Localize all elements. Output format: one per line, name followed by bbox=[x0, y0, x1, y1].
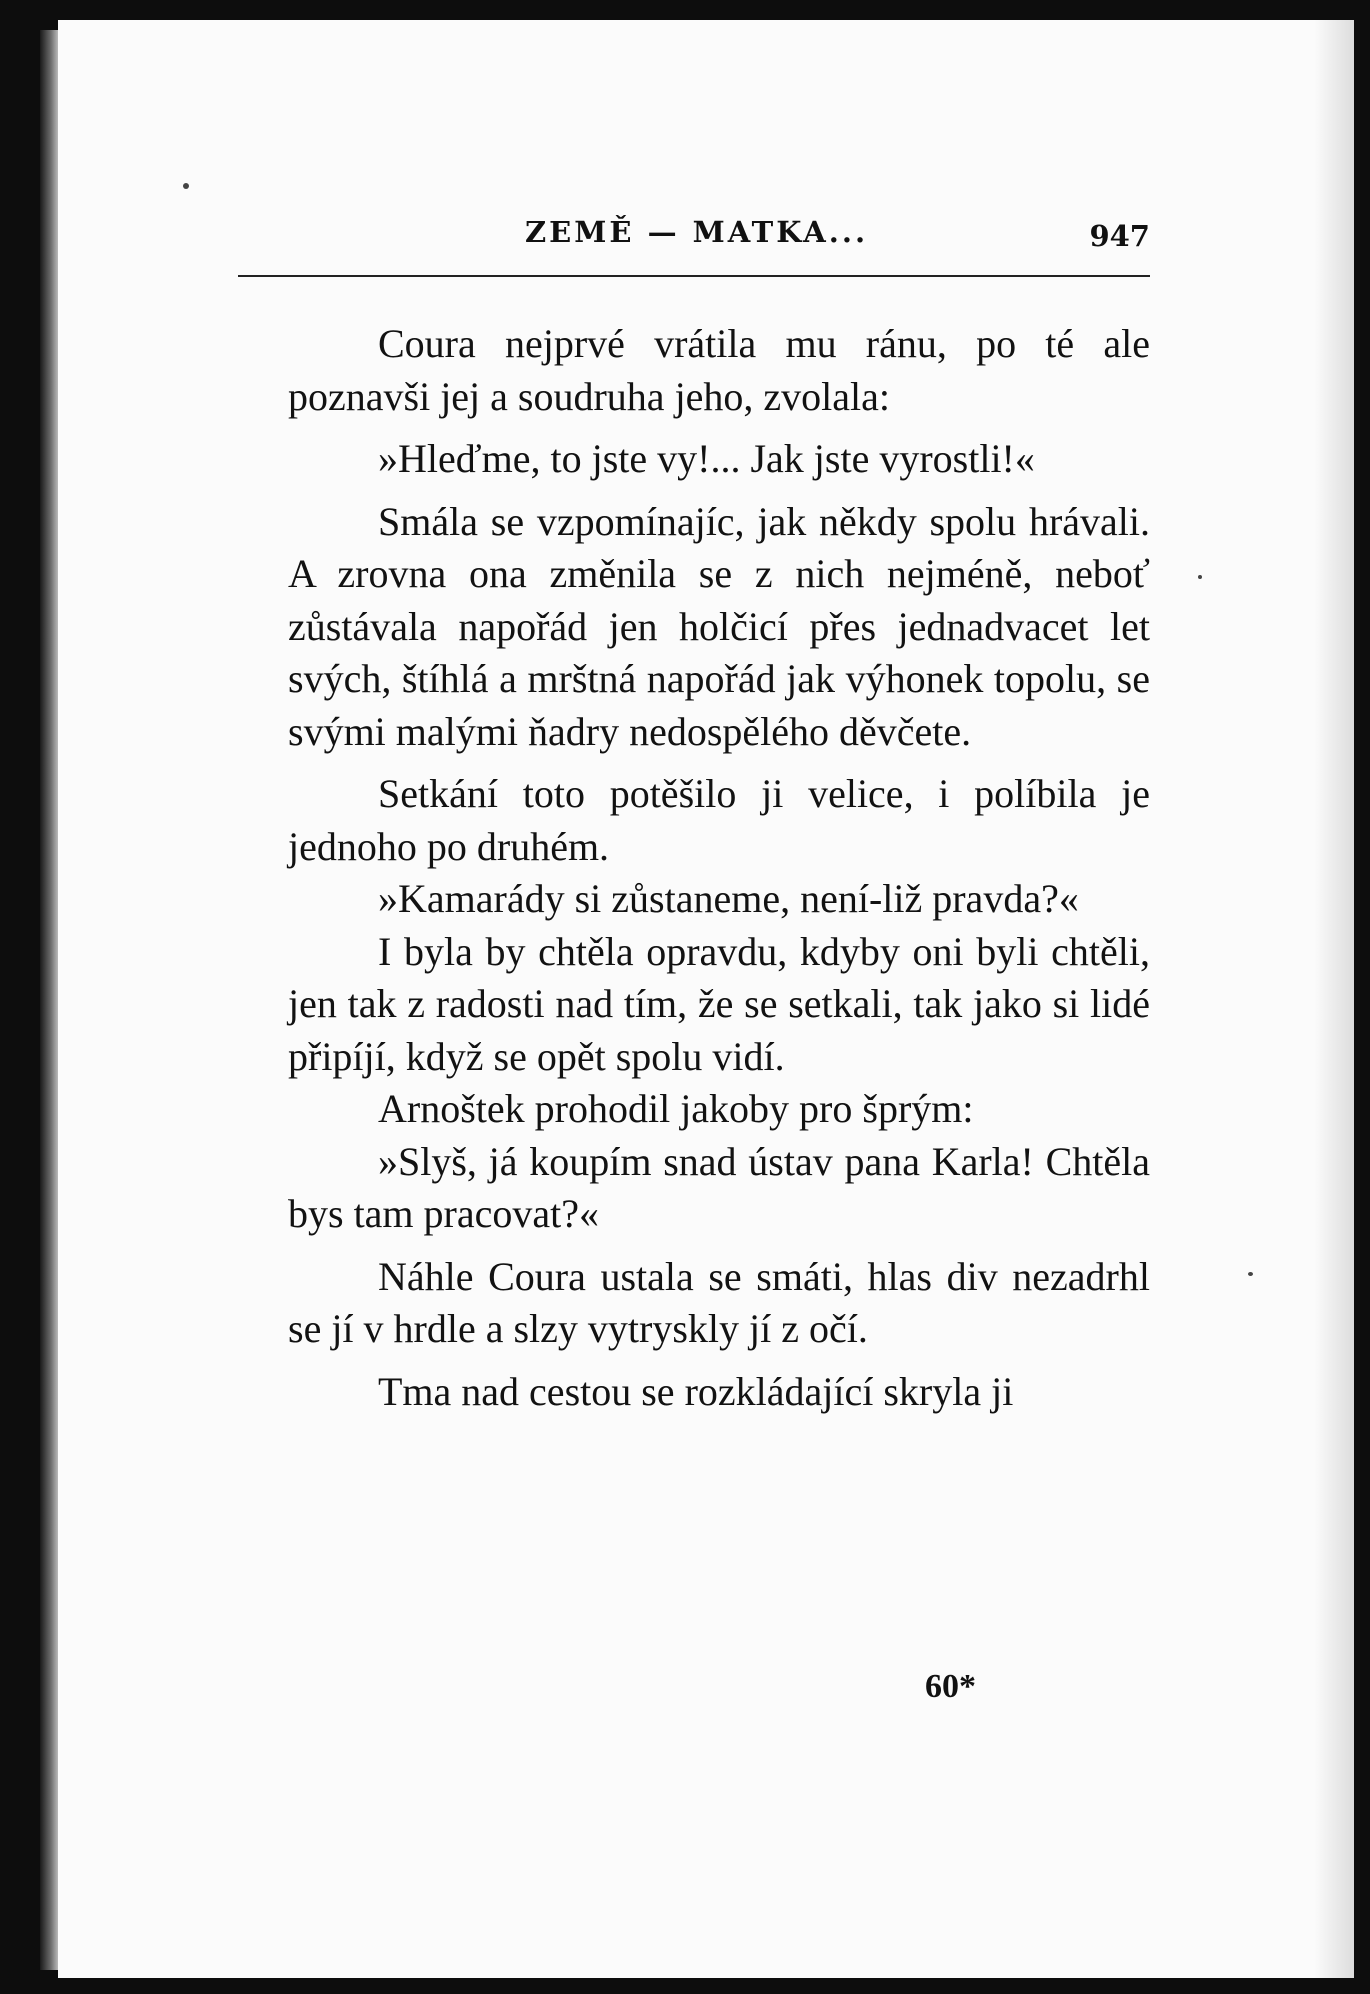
paragraph: Náhle Coura ustala se smáti, hlas div nezadrhl se jí v hrdle a slzy vytryskly jí z očí. bbox=[288, 1253, 1150, 1351]
paragraph: »Hleďme, to jste vy!... Jak jste vyrostli!« bbox=[378, 436, 1035, 481]
signature-mark: 60* bbox=[925, 1668, 976, 1705]
paragraph: Smála se vzpomínajíc, jak někdy spolu hrávali. A zrovna ona změnila se z nich nejméně, neboť zůstávala napořád jen holčicí přes jednadvacet let svých, štíhlá a mrštná napořád jak výhonek topolu, se svými malými ňadry nedospělého děvčete. bbox=[288, 498, 1150, 754]
running-title: ZEMĚ — MATKA... bbox=[525, 215, 869, 249]
page-header bbox=[238, 215, 1150, 275]
paragraph: Setkání toto potěšilo ji velice, i políbila je jednoho po druhém. bbox=[288, 771, 1150, 869]
paragraph: Tma nad cestou se rozkládající skryla ji bbox=[378, 1368, 1014, 1414]
paragraph: »Kamarády si zůstaneme, není-liž pravda?« bbox=[378, 876, 1079, 921]
dust-speck bbox=[1248, 1272, 1253, 1276]
header-rule bbox=[238, 275, 1150, 277]
dust-speck bbox=[183, 183, 189, 189]
dust-speck bbox=[1198, 575, 1202, 579]
paragraph: »Slyš, já koupím snad ústav pana Karla! Chtěla bys tam pracovat?« bbox=[288, 1138, 1150, 1236]
page-number: 947 bbox=[1089, 219, 1150, 253]
paragraph: I byla by chtěla opravdu, kdyby oni byli chtěli, jen tak z radosti nad tím, že se setkali, tak jako si lidé připíjí, když se opět spolu vidí. bbox=[288, 928, 1150, 1079]
body-text bbox=[288, 318, 1150, 1418]
paragraph: Arnoštek prohodil jakoby pro šprým: bbox=[378, 1086, 974, 1131]
page-shadow bbox=[1314, 20, 1354, 1978]
book-spine-edge bbox=[40, 30, 60, 1970]
paragraph: Coura nejprvé vrátila mu ránu, po té ale poznavši jej a soudruha jeho, zvolala: bbox=[288, 321, 1150, 419]
